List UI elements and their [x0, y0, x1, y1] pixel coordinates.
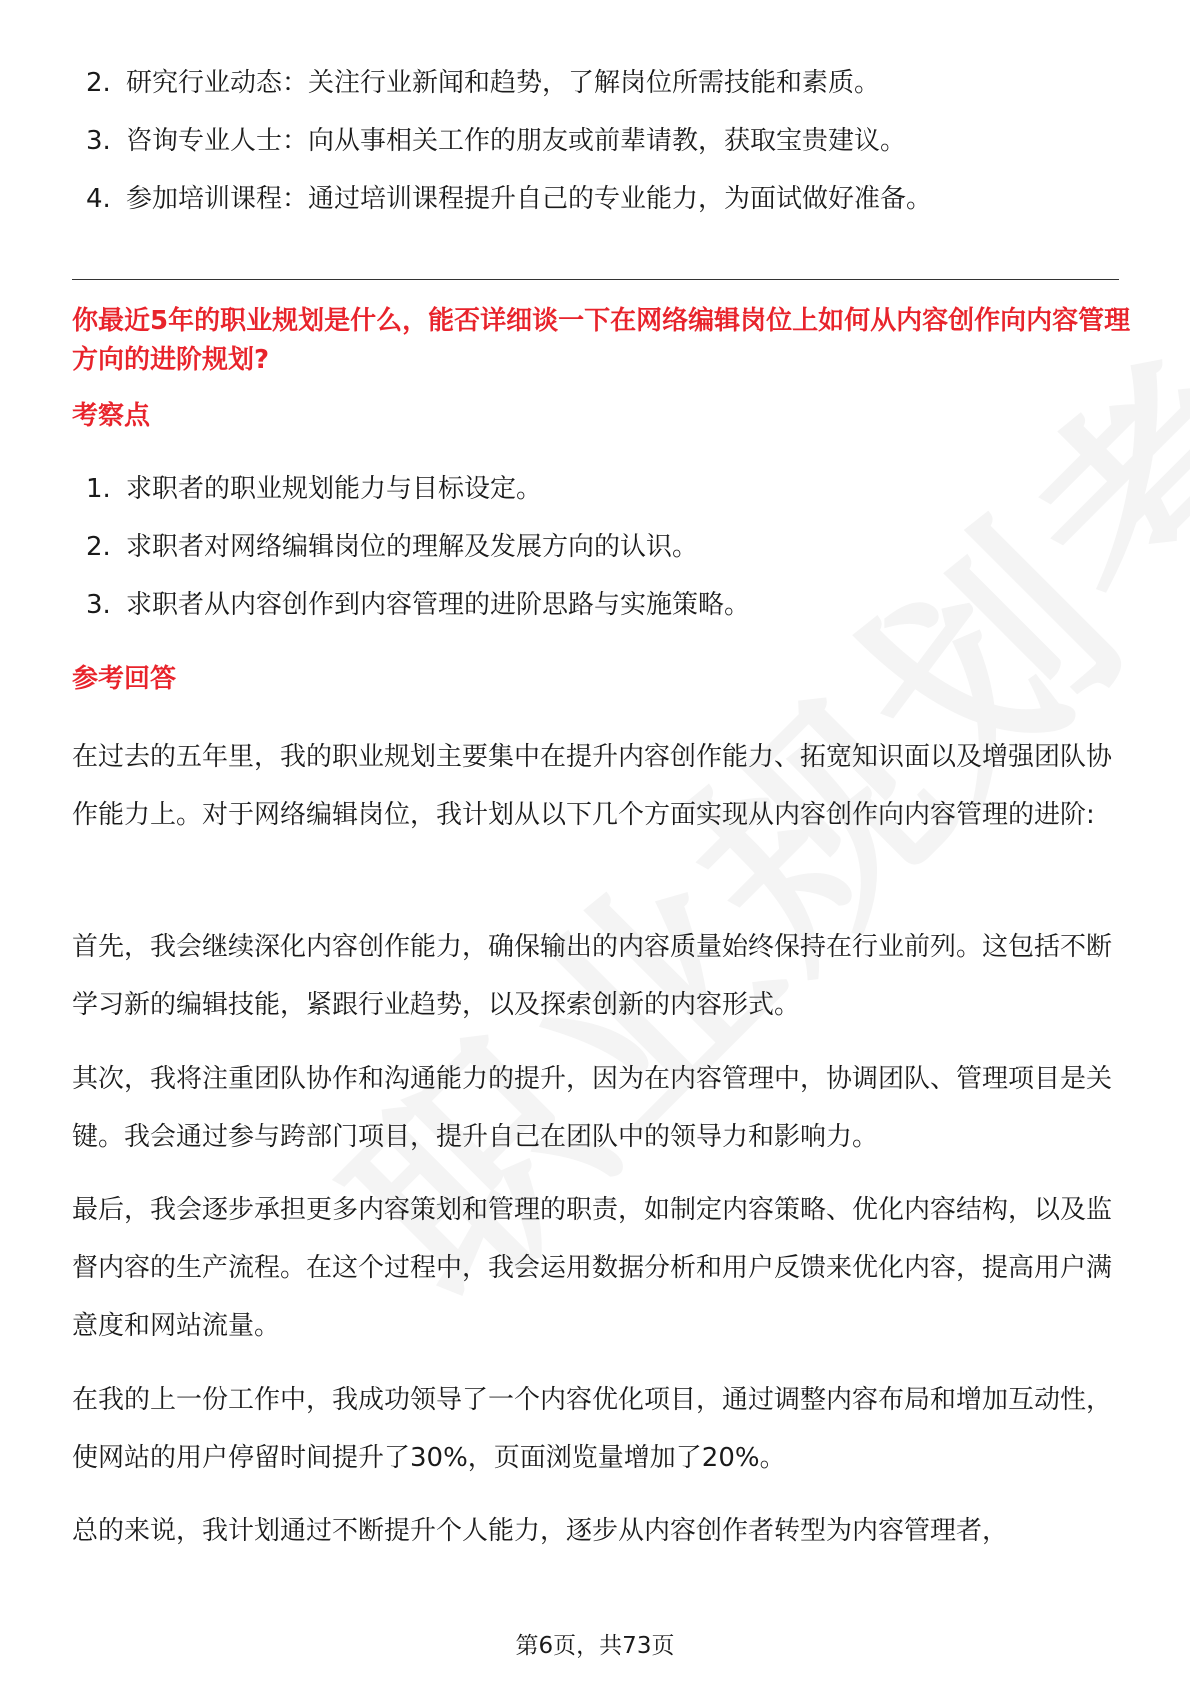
- list-item-number: 1.: [86, 474, 111, 504]
- list-item-number: 3.: [86, 126, 111, 156]
- list-item-text: 求职者的职业规划能力与目标设定。: [126, 474, 543, 504]
- answer-paragraph: 总的来说，我计划通过不断提升个人能力，逐步从内容创作者转型为内容管理者，: [72, 1516, 1009, 1546]
- assessment-points-list: [86, 460, 750, 634]
- list-item: [86, 518, 750, 576]
- list-item-text: 研究行业动态：关注行业新闻和趋势，了解岗位所需技能和素质。: [126, 68, 881, 98]
- answer-paragraph: 其次，我将注重团队协作和沟通能力的提升，因为在内容管理中，协调团队、管理项目是关键。我会通过参与跨部门项目，提升自己在团队中的领导力和影响力。: [72, 1064, 1113, 1152]
- section-divider: [72, 279, 1119, 280]
- answer-paragraph: 最后，我会逐步承担更多内容策划和管理的职责，如制定内容策略、优化内容结构，以及监督内容的生产流程。在这个过程中，我会运用数据分析和用户反馈来优化内容，提高用户满意度和网站流量。: [72, 1195, 1113, 1341]
- list-item: [86, 54, 932, 112]
- list-item-number: 2.: [86, 68, 111, 98]
- page-number: 第6页，共73页: [515, 1633, 675, 1659]
- answer-paragraph: 在过去的五年里，我的职业规划主要集中在提升内容创作能力、拓宽知识面以及增强团队协作能力上。对于网络编辑岗位，我计划从以下几个方面实现从内容创作向内容管理的进阶:: [72, 742, 1113, 830]
- list-item: [86, 112, 932, 170]
- list-item-text: 咨询专业人士：向从事相关工作的朋友或前辈请教，获取宝贵建议。: [126, 126, 907, 156]
- list-item-number: 3.: [86, 590, 111, 620]
- list-item-text: 参加培训课程：通过培训课程提升自己的专业能力，为面试做好准备。: [126, 184, 933, 214]
- list-item: [86, 576, 750, 634]
- answer-paragraph: 首先，我会继续深化内容创作能力，确保输出的内容质量始终保持在行业前列。这包括不断学习新的编辑技能，紧跟行业趋势，以及探索创新的内容形式。: [72, 932, 1113, 1020]
- list-item: [86, 170, 932, 228]
- interview-question: 你最近5年的职业规划是什么，能否详细谈一下在网络编辑岗位上如何从内容创作向内容管理方向的进阶规划?: [72, 306, 1131, 375]
- points-heading: 考察点: [72, 401, 151, 431]
- list-item-number: 4.: [86, 184, 111, 214]
- list-item-text: 求职者从内容创作到内容管理的进阶思路与实施策略。: [126, 590, 751, 620]
- answer-paragraph: 在我的上一份工作中，我成功领导了一个内容优化项目，通过调整内容布局和增加互动性，使网站的用户停留时间提升了30%，页面浏览量增加了20%。: [72, 1385, 1113, 1473]
- list-item: [86, 460, 750, 518]
- preparation-list: [86, 54, 932, 228]
- list-item-number: 2.: [86, 532, 111, 562]
- answer-heading: 参考回答: [72, 664, 177, 694]
- list-item-text: 求职者对网络编辑岗位的理解及发展方向的认识。: [126, 532, 699, 562]
